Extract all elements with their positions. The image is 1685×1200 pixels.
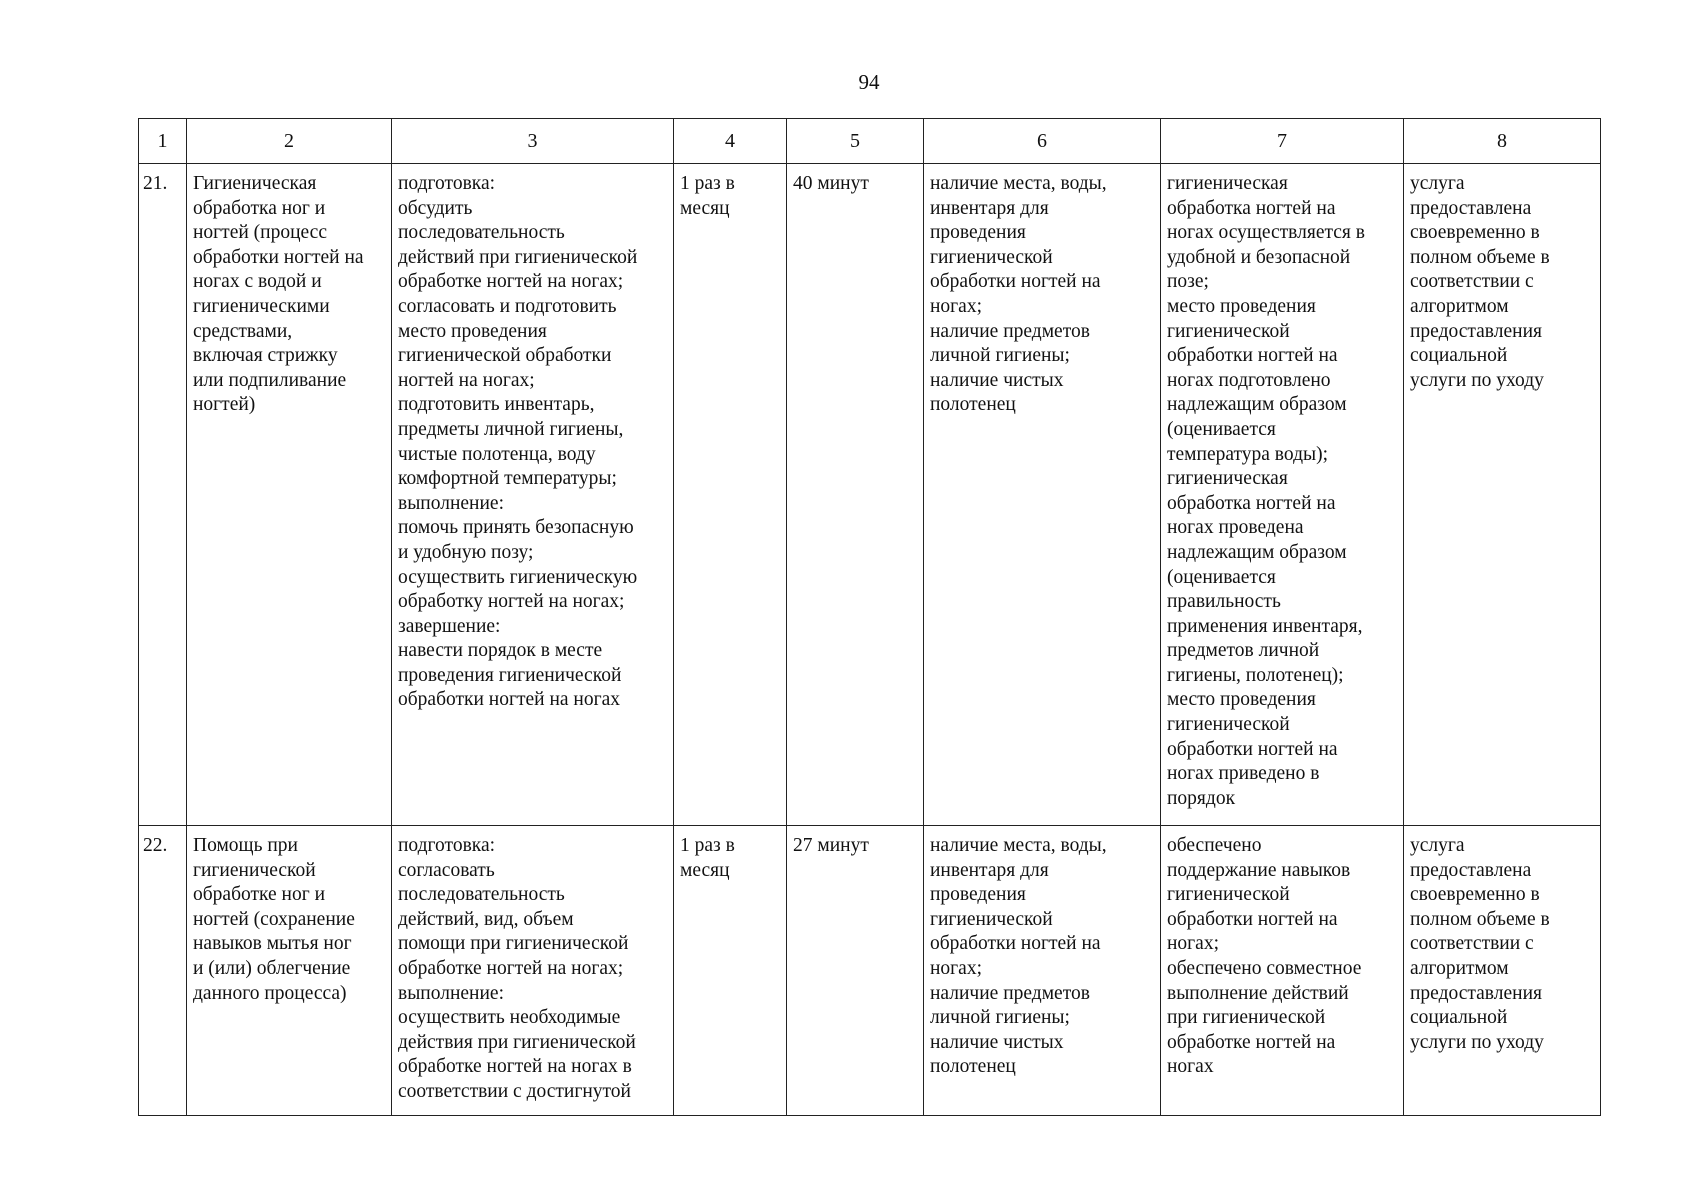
frequency-cell [674, 826, 787, 1116]
procedure-text: подготовка: обсудить последовательность действий при гигиенической обработке ногтей на ногах; согласовать и подготовить место проведения гигиенической обработки ногтей на ногах; подготовить инвентарь, предметы личной гигиены, чистые полотенца, воду комфортной температуры; выполнение: помочь принять безопасную и удобную позу; осуществить гигиеническую обработку ногтей на ногах; завершение: навести порядок в месте проведения гигиенической обработки ногтей на ногах [398, 173, 638, 711]
result-cell [1404, 826, 1601, 1116]
service-name-text: Гигиеническая обработка ног и ногтей (процесс обработки ногтей на ногах с водой и гигиеническими средствами, включая стрижку или подпиливание ногтей) [193, 173, 364, 416]
service-name-cell [187, 164, 392, 826]
frequency-text: 1 раз в месяц [680, 835, 735, 881]
quality-cell [1161, 826, 1404, 1116]
column-header-7: 7 [1161, 119, 1404, 164]
row-number [139, 164, 187, 826]
frequency-text: 1 раз в месяц [680, 173, 735, 219]
row-number-text: 22. [143, 835, 168, 856]
frequency-cell [674, 164, 787, 826]
quality-text: обеспечено поддержание навыков гигиенической обработки ногтей на ногах; обеспечено совместное выполнение действий при гигиенической обработке ногтей на ногах [1167, 835, 1362, 1078]
row-number [139, 826, 187, 1116]
column-header-6: 6 [924, 119, 1161, 164]
service-name-cell [187, 826, 392, 1116]
duration-cell [787, 164, 924, 826]
service-name-text: Помощь при гигиенической обработке ног и ногтей (сохранение навыков мытья ног и (или) облегчение данного процесса) [193, 835, 355, 1004]
duration-text: 40 минут [793, 173, 869, 194]
procedure-cell [392, 164, 674, 826]
column-header-2: 2 [187, 119, 392, 164]
column-header-4: 4 [674, 119, 787, 164]
table-row [139, 826, 1601, 1116]
header-row [139, 119, 1601, 164]
column-header-3: 3 [392, 119, 674, 164]
column-header-8: 8 [1404, 119, 1601, 164]
duration-cell [787, 826, 924, 1116]
conditions-text: наличие места, воды, инвентаря для проведения гигиенической обработки ногтей на ногах; наличие предметов личной гигиены; наличие чистых полотенец [930, 173, 1107, 416]
column-header-1: 1 [139, 119, 187, 164]
result-text: услуга предоставлена своевременно в полном объеме в соответствии с алгоритмом предоставления социальной услуги по уходу [1410, 173, 1550, 391]
quality-cell [1161, 164, 1404, 826]
page-number: 94 [858, 70, 880, 94]
row-number-text: 21. [143, 173, 168, 194]
conditions-cell [924, 164, 1161, 826]
result-cell [1404, 164, 1601, 826]
result-text: услуга предоставлена своевременно в полном объеме в соответствии с алгоритмом предоставления социальной услуги по уходу [1410, 835, 1550, 1053]
procedure-cell [392, 826, 674, 1116]
services-table [138, 118, 1601, 1116]
quality-text: гигиеническая обработка ногтей на ногах осуществляется в удобной и безопасной позе; место проведения гигиенической обработки ногтей на ногах подготовлено надлежащим образом (оценивается температура воды); гигиеническая обработка ногтей на ногах проведена надлежащим образом (оценивается правильность применения инвентаря, предметов личной гигиены, полотенец); место проведения гигиенической обработки ногтей на ногах приведено в порядок [1167, 173, 1365, 809]
table-row [139, 164, 1601, 826]
procedure-text: подготовка: согласовать последовательность действий, вид, объем помощи при гигиенической обработке ногтей на ногах; выполнение: осуществить необходимые действия при гигиенической обработке ногтей на ногах в соответствии с достигнутой [398, 835, 636, 1102]
conditions-text: наличие места, воды, инвентаря для проведения гигиенической обработки ногтей на ногах; наличие предметов личной гигиены; наличие чистых полотенец [930, 835, 1107, 1078]
conditions-cell [924, 826, 1161, 1116]
column-header-5: 5 [787, 119, 924, 164]
duration-text: 27 минут [793, 835, 869, 856]
